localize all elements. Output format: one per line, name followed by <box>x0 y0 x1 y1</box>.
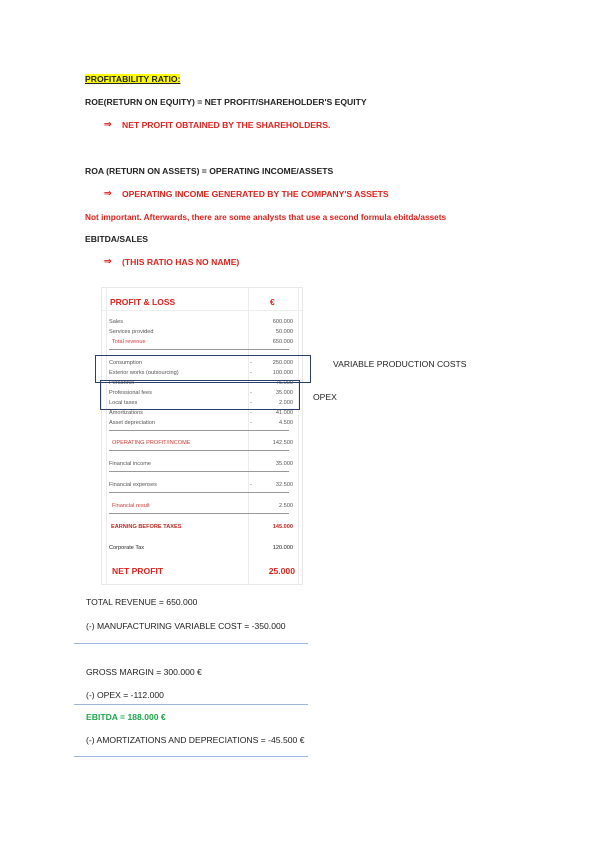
table-row: Sales 600.000 <box>109 319 293 325</box>
table-row: Consumption - 250.000 <box>109 360 293 366</box>
roa-formula: ROA (RETURN ON ASSETS) = OPERATING INCOME/ASSETS <box>85 166 334 176</box>
table-row: Exterior works (outsourcing) - 100.000 <box>109 370 293 376</box>
ebitda-sales-note: (THIS RATIO HAS NO NAME) <box>122 257 240 267</box>
table-row: Services provided 50.000 <box>109 329 293 335</box>
arrow-icon: ⇒ <box>104 256 112 266</box>
table-row: Financial result 2.500 <box>112 503 293 509</box>
ebitda-sales-title: EBITDA/SALES <box>85 234 149 244</box>
table-row: Local taxes - 2.000 <box>109 400 293 406</box>
roe-note: NET PROFIT OBTAINED BY THE SHAREHOLDERS. <box>122 120 331 130</box>
net-profit-value: 25.000 <box>268 566 295 576</box>
pl-header-label: PROFIT & LOSS <box>110 297 176 307</box>
table-row: Financial expenses - 32.500 <box>109 482 293 488</box>
profit-loss-table <box>101 287 303 585</box>
opex-annotation: OPEX <box>313 392 337 402</box>
table-row: Financial income 35.000 <box>109 461 293 467</box>
variable-costs-annotation: VARIABLE PRODUCTION COSTS <box>333 359 467 369</box>
arrow-icon: ⇒ <box>104 119 112 129</box>
roe-formula: ROE(RETURN ON EQUITY) = NET PROFIT/SHAREHOLDER'S EQUITY <box>85 97 367 107</box>
net-profit-label: NET PROFIT <box>112 566 164 576</box>
table-row: Amortizations - 41.000 <box>109 410 293 416</box>
section-heading: PROFITABILITY RATIO: <box>85 74 181 84</box>
table-row: Asset depreciation - 4.500 <box>109 420 293 426</box>
divider <box>74 643 308 644</box>
opex-box <box>100 380 300 410</box>
pl-header-currency: € <box>270 297 275 307</box>
remark-text: Not important. Afterwards, there are some analysts that use a second formula ebitda/assets <box>85 212 447 222</box>
arrow-icon: ⇒ <box>104 188 112 198</box>
table-row: OPERATING PROFIT/INCOME 142.500 <box>112 440 293 446</box>
calc-total-revenue: TOTAL REVENUE = 650.000 <box>86 597 198 607</box>
divider <box>74 704 308 705</box>
table-row: Professional fees - 35.000 <box>109 390 293 396</box>
calc-ebitda: EBITDA = 188.000 € <box>86 712 166 722</box>
variable-costs-box <box>95 355 311 383</box>
calc-manufacturing: (-) MANUFACTURING VARIABLE COST = -350.000 <box>86 621 286 631</box>
roa-note: OPERATING INCOME GENERATED BY THE COMPANY'S ASSETS <box>122 189 389 199</box>
divider <box>74 756 308 757</box>
table-row: Corporate Tax 120.000 <box>109 545 293 551</box>
calc-amortizations: (-) AMORTIZATIONS AND DEPRECIATIONS = -45.500 € <box>86 735 305 745</box>
calc-opex: (-) OPEX = -112.000 <box>86 690 164 700</box>
calc-gross-margin: GROSS MARGIN = 300.000 € <box>86 667 202 677</box>
table-row: EARNING BEFORE TAXES 145.000 <box>111 524 293 530</box>
table-row: Personnel - 75.000 <box>109 380 293 386</box>
table-row: Total revenue 650.000 <box>112 339 293 345</box>
